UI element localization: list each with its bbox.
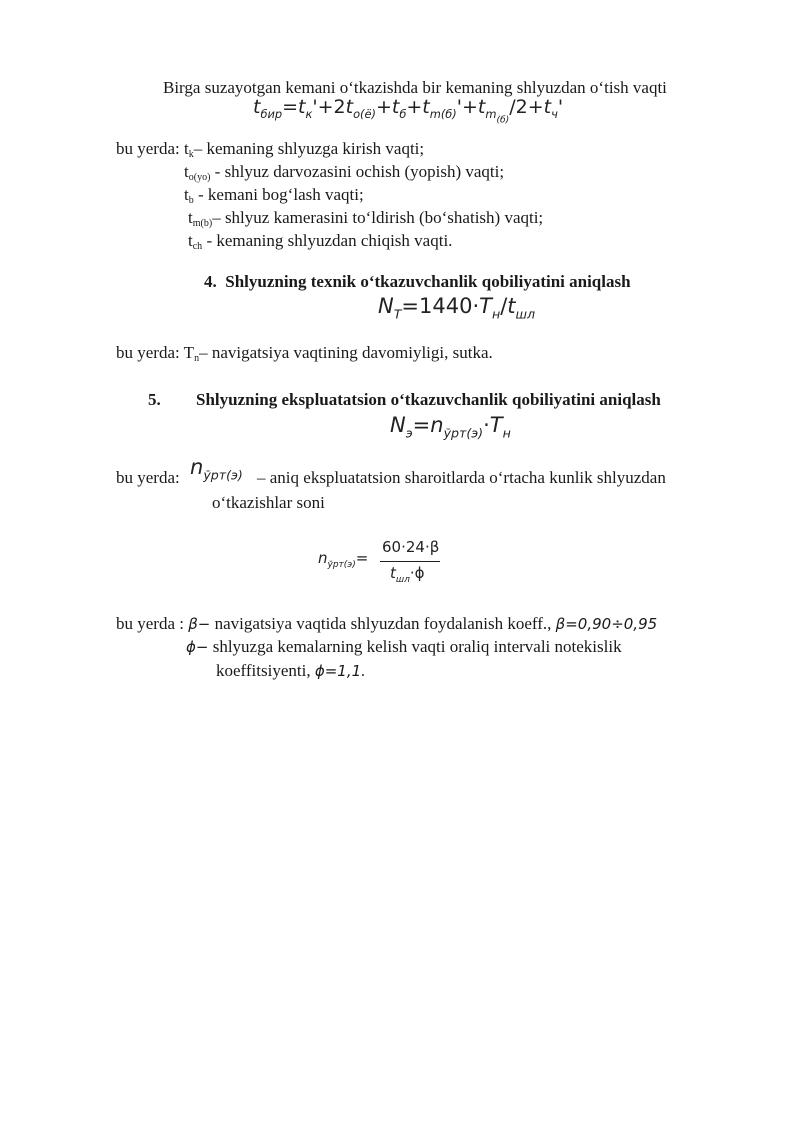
definition-phi: ϕ− shlyuzga kemalarning kelish vaqti oraliq intervali notekislik xyxy=(186,637,622,656)
definition-phi-cont: koeffitsiyenti, ϕ=1,1. xyxy=(216,661,366,680)
definition-n-symbol: $n_{ўрт(э)}$ xyxy=(190,455,243,483)
section-5-heading: Shlyuzning ekspluatatsion o‘tkazuvchanlik qobiliyatini aniqlash xyxy=(196,390,661,409)
section-4-heading: 4. Shlyuzning texnik o‘tkazuvchanlik qobiliyatini aniqlash xyxy=(204,272,631,291)
definition-tm: $t_{m(b)}-$ shlyuz kamerasini to‘ldirish (bo‘shatish) vaqti; xyxy=(188,208,544,229)
definition-tn: bu yerda: $T_n-$ navigatsiya vaqtining davomiyligi, sutka. xyxy=(116,343,493,364)
formula-daily-passages-lhs: $n_{ўрт(э)}=$ xyxy=(318,549,369,571)
formula-operational-capacity: $N_э=n_{ўрт(э)}\cdot T_н$ xyxy=(390,413,511,441)
definition-tb: $t_b$ - kemani bog‘lash vaqti; xyxy=(184,185,364,206)
intro-text: Birga suzayotgan kemani o‘tkazishda bir kemaning shlyuzdan o‘tish vaqti xyxy=(163,78,667,97)
definition-n-prefix: bu yerda: xyxy=(116,468,180,487)
definition-tch: $t_{ch}$ - kemaning shlyuzdan chiqish vaqti. xyxy=(188,231,453,252)
fraction-bar xyxy=(380,561,440,562)
section-5-number: 5. xyxy=(148,390,161,409)
definition-beta: bu yerda : β− navigatsiya vaqtida shlyuzdan foydalanish koeff., β=0,90÷0,95 xyxy=(116,614,658,633)
definition-n-text: – aniq ekspluatatsion sharoitlarda o‘rtacha kunlik shlyuzdan xyxy=(257,468,666,487)
fraction-numerator: 60·24·β xyxy=(382,538,440,556)
definition-to: $t_{o(yo)}$ - shlyuz darvozasini ochish (yopish) vaqti; xyxy=(184,162,505,183)
formula-technical-capacity: $N_T=1440\cdot T_н/t_{шл}$ xyxy=(378,294,536,322)
definition-tk: bu yerda: $t_k-$ kemaning shlyuzga kirish vaqti; xyxy=(116,139,425,160)
fraction-denominator: $t_{шл}\cdot\phi$ xyxy=(390,564,425,586)
formula-passage-time: $t_{бир}=t_к'+2t_{o(ё)}+t_б+t_{m(б)}'+t_{m_{(б)}}/2+t_ч'$ xyxy=(253,96,564,126)
definition-n-text-cont: o‘tkazishlar soni xyxy=(212,493,325,512)
